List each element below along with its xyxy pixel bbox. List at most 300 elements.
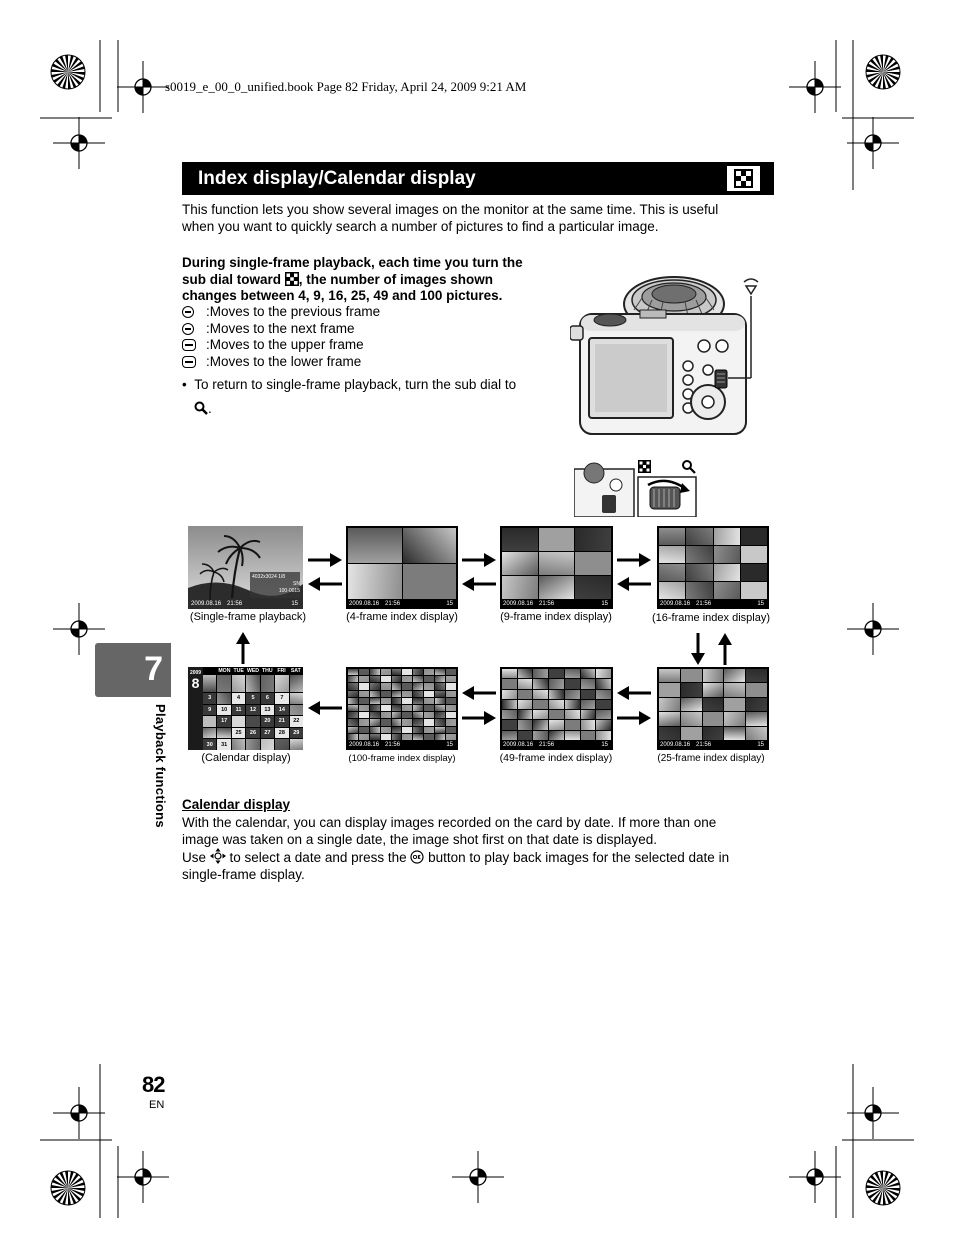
bullet: • <box>182 377 187 392</box>
calendar-date[interactable]: 14 <box>275 705 288 716</box>
note-text: To return to single-frame playback, turn the sub dial to <box>194 377 517 392</box>
text-part: Use <box>182 850 210 866</box>
sub-dial-detail <box>574 457 698 517</box>
thumbnail <box>581 720 596 729</box>
calendar-thumbnail[interactable] <box>246 675 259 692</box>
thumbnail <box>435 683 445 689</box>
thumbnail <box>348 676 358 682</box>
date: 2009.08.16 <box>349 601 380 607</box>
thumbnail <box>502 576 538 599</box>
thumbnail <box>359 719 369 725</box>
thumbnail <box>392 676 402 682</box>
thumbnail <box>518 669 533 678</box>
compression-value: 1/8 <box>278 574 286 580</box>
registration-mark-fill <box>815 1169 823 1177</box>
thumbnail <box>370 676 380 682</box>
calendar-thumbnail[interactable] <box>217 693 230 704</box>
thumbnail <box>581 710 596 719</box>
return-note <box>182 377 516 417</box>
wb-button-icon <box>182 323 194 335</box>
calendar-date[interactable]: 20 <box>261 716 274 727</box>
time: 21:56 <box>385 601 401 607</box>
weekday-label: WED <box>246 668 260 674</box>
control-text: :Moves to the upper frame <box>206 337 364 353</box>
control-list <box>182 304 380 370</box>
thumbnail <box>746 727 767 740</box>
calendar-thumbnail[interactable] <box>203 675 216 692</box>
thumbnail <box>359 705 369 711</box>
thumbnail <box>549 720 564 729</box>
thumbnail <box>549 731 564 740</box>
date: 2009.08.16 <box>349 742 380 748</box>
calendar-thumbnail[interactable] <box>290 705 303 716</box>
thumbnail <box>596 731 611 740</box>
thumbnail <box>533 669 548 678</box>
calendar-date[interactable]: 31 <box>217 739 230 750</box>
registration-mark-fill <box>79 1105 87 1113</box>
thumbnail <box>502 669 517 678</box>
calendar-thumbnail[interactable] <box>290 675 303 692</box>
thumbnail <box>435 698 445 704</box>
calendar-thumbnail[interactable] <box>203 716 216 727</box>
instruction-line: changes between 4, 9, 16, 25, 49 and 100 pictures. <box>182 288 503 304</box>
thumbnail <box>392 719 402 725</box>
thumbnail <box>575 552 611 575</box>
calendar-date[interactable]: 30 <box>203 739 216 750</box>
caption: (9-frame index display) <box>500 611 612 623</box>
info-strip <box>660 600 766 608</box>
thumbnail <box>413 698 423 704</box>
text-part: button to play back images for the selected date in <box>424 850 730 866</box>
thumbnail <box>446 669 456 675</box>
instruction-text: sub dial toward <box>182 271 285 287</box>
index-screen-4 <box>346 526 458 609</box>
time: 21:56 <box>696 742 712 748</box>
thumbnail <box>381 734 391 740</box>
thumbnail <box>741 546 767 563</box>
calendar-thumbnail[interactable] <box>246 716 259 727</box>
thumbnail <box>370 712 380 718</box>
date: 2009.08.16 <box>503 601 534 607</box>
thumbnail <box>446 691 456 697</box>
intro-line: This function lets you show several images on the monitor at the same time. This is useful <box>182 202 719 217</box>
thumbnail <box>359 727 369 733</box>
thumbnail <box>518 700 533 709</box>
calendar-date[interactable]: 21 <box>275 716 288 727</box>
thumbnail <box>703 683 724 696</box>
thumbnail <box>413 691 423 697</box>
thumbnail <box>581 669 596 678</box>
weekday-label: MON <box>218 668 231 674</box>
info-strip <box>191 600 300 608</box>
caption: (49-frame index display) <box>499 752 613 764</box>
calendar-date[interactable]: 28 <box>275 728 288 739</box>
thumbnail <box>359 683 369 689</box>
calendar-date[interactable]: 4 <box>232 693 245 704</box>
calendar-thumbnail[interactable] <box>246 739 259 750</box>
thumbnail <box>681 683 702 696</box>
thumbnail <box>746 669 767 682</box>
thumbnail <box>549 679 564 688</box>
registration-mark-fill <box>807 87 815 95</box>
thumbnail <box>392 705 402 711</box>
thumbnail <box>714 564 740 581</box>
calendar-thumbnail[interactable] <box>261 675 274 692</box>
af-button-icon <box>182 306 194 318</box>
sub-dial <box>715 370 727 388</box>
ok-button-icon <box>410 850 424 864</box>
info-strip <box>349 600 455 608</box>
chapter-number: 7 <box>144 650 163 688</box>
thumbnail <box>424 719 434 725</box>
thumbnail <box>686 528 712 545</box>
thumbnail <box>402 712 412 718</box>
thumbnail <box>413 683 423 689</box>
thumbnail <box>502 690 517 699</box>
page-language: EN <box>149 1099 165 1111</box>
thumbnail <box>435 676 445 682</box>
thumbnail <box>424 669 434 675</box>
arrow-left <box>617 685 651 701</box>
weekday-label: SAT <box>290 668 301 674</box>
calendar-date[interactable]: 9 <box>203 705 216 716</box>
thumbnail <box>533 710 548 719</box>
thumbnail <box>659 698 680 711</box>
thumbnail <box>424 683 434 689</box>
text-line <box>182 848 729 867</box>
thumbnail <box>681 727 702 740</box>
thumbnail-grid <box>659 528 767 599</box>
thumbnail-grid <box>348 669 456 740</box>
thumbnail <box>446 698 456 704</box>
thumbnail <box>565 720 580 729</box>
thumbnail <box>359 734 369 740</box>
thumbnail <box>370 691 380 697</box>
thumbnail <box>413 669 423 675</box>
text-line: With the calendar, you can display images recorded on the card by date. If more than one <box>182 815 717 830</box>
thumbnail <box>502 552 538 575</box>
thumbnail <box>659 683 680 696</box>
calendar-date[interactable]: 25 <box>232 728 245 739</box>
calendar-section-title: Calendar display <box>182 797 291 812</box>
photo <box>188 526 303 609</box>
calendar-thumbnail[interactable] <box>203 728 216 739</box>
thumbnail <box>502 679 517 688</box>
thumbnail <box>370 719 380 725</box>
registration-mark-fill <box>807 1177 815 1185</box>
thumbnail <box>581 679 596 688</box>
thumbnail <box>402 676 412 682</box>
registration-mark-fill <box>865 143 873 151</box>
time: 21:56 <box>539 742 555 748</box>
thumbnail <box>381 691 391 697</box>
thumbnail <box>686 582 712 599</box>
thumbnail <box>549 669 564 678</box>
calendar-date[interactable]: 3 <box>203 693 216 704</box>
registration-mark-fill <box>143 1169 151 1177</box>
calendar-thumbnail[interactable] <box>275 675 288 692</box>
thumbnail <box>741 582 767 599</box>
lcd-monitor <box>589 338 673 418</box>
thumbnail <box>518 720 533 729</box>
calendar-thumbnail[interactable] <box>232 739 245 750</box>
iso-button-icon <box>182 339 196 351</box>
thumbnail <box>596 679 611 688</box>
thumbnail <box>518 690 533 699</box>
section-title-bar <box>182 162 774 195</box>
registration-mark-fill <box>470 1177 478 1185</box>
control-text: :Moves to the previous frame <box>206 304 381 319</box>
frame-count: 15 <box>757 742 764 748</box>
thumbnail <box>659 582 685 599</box>
thumbnail <box>348 734 358 740</box>
calendar-date[interactable]: 27 <box>261 728 274 739</box>
caption: (Calendar display) <box>201 752 291 764</box>
registration-mark-fill <box>873 1105 881 1113</box>
arrow-pad-icon <box>210 848 226 864</box>
calendar-thumbnail[interactable] <box>261 739 274 750</box>
calendar-thumbnail[interactable] <box>290 739 303 750</box>
thumbnail <box>435 719 445 725</box>
thumbnail <box>724 683 745 696</box>
thumbnail <box>381 683 391 689</box>
thumbnail <box>703 669 724 682</box>
thumbnail <box>403 564 457 599</box>
arrow-left <box>308 700 342 716</box>
thumbnail <box>518 731 533 740</box>
thumbnail <box>403 528 457 563</box>
calendar-date[interactable]: 11 <box>232 705 245 716</box>
info-strip <box>660 741 766 749</box>
caption: (100-frame index display) <box>348 753 456 764</box>
instruction-paragraph <box>182 255 523 305</box>
note-line <box>182 377 516 394</box>
thumbnail <box>549 690 564 699</box>
calendar-month: 8 <box>191 675 200 691</box>
thumbnail <box>392 727 402 733</box>
registration-mark-fill <box>135 1177 143 1185</box>
control-row <box>182 321 380 338</box>
thumbnail <box>518 679 533 688</box>
calendar-thumbnail[interactable] <box>275 739 288 750</box>
thumbnail <box>596 690 611 699</box>
frame-count: 15 <box>601 742 608 748</box>
thumbnail <box>381 676 391 682</box>
registration-mark-fill <box>79 621 87 629</box>
thumbnail <box>539 576 575 599</box>
thumbnail <box>359 698 369 704</box>
registration-mark-fill <box>135 87 143 95</box>
file-number: 100-0015 <box>278 588 300 594</box>
registration-mark-fill <box>71 1113 79 1121</box>
note-end: . <box>208 400 212 416</box>
single-frame-screen <box>188 526 303 609</box>
control-text: :Moves to the next frame <box>206 320 355 336</box>
calendar-thumbnail[interactable] <box>232 675 245 692</box>
thumbnail <box>746 683 767 696</box>
arrow-left <box>308 576 342 592</box>
arrow-left <box>462 685 496 701</box>
thumbnail <box>714 528 740 545</box>
thumbnail <box>703 698 724 711</box>
calendar-date[interactable]: 7 <box>275 693 288 704</box>
calendar-section-text <box>182 815 729 883</box>
control-row <box>182 337 380 354</box>
magnify-icon <box>683 461 695 473</box>
thumbnail <box>714 582 740 599</box>
thumbnail <box>724 698 745 711</box>
arrow-right <box>462 552 496 568</box>
thumbnail <box>413 734 423 740</box>
thumbnail <box>435 669 445 675</box>
thumbnail <box>565 690 580 699</box>
thumbnail <box>413 727 423 733</box>
thumbnail <box>703 712 724 725</box>
calendar-thumbnail[interactable] <box>217 675 230 692</box>
calendar-screen <box>188 667 303 750</box>
control-text: :Moves to the lower frame <box>206 353 362 369</box>
thumbnail <box>565 731 580 740</box>
thumbnail <box>392 669 402 675</box>
thumbnail <box>392 683 402 689</box>
frame-count: 15 <box>757 601 764 607</box>
frame-count: 15 <box>446 742 453 748</box>
thumbnail <box>446 705 456 711</box>
calendar-date[interactable]: 13 <box>261 705 274 716</box>
calendar-date[interactable]: 6 <box>261 693 274 704</box>
time: 21:56 <box>227 601 243 607</box>
thumbnail <box>402 719 412 725</box>
thumbnail <box>724 712 745 725</box>
thumbnail <box>424 698 434 704</box>
date: 2009.08.16 <box>191 601 222 607</box>
thumbnail <box>565 710 580 719</box>
thumbnail <box>502 720 517 729</box>
arrow-right <box>617 710 651 726</box>
registration-mark-fill <box>79 135 87 143</box>
calendar-date[interactable]: 12 <box>246 705 259 716</box>
registration-mark-fill <box>71 143 79 151</box>
thumbnail <box>402 734 412 740</box>
delete-button-icon <box>182 356 196 368</box>
thumbnail <box>370 683 380 689</box>
thumbnail <box>581 690 596 699</box>
thumbnail <box>424 676 434 682</box>
thumbnail <box>681 698 702 711</box>
thumbnail <box>381 705 391 711</box>
thumbnail <box>381 669 391 675</box>
section-title: Index display/Calendar display <box>198 168 476 189</box>
info-strip <box>503 600 610 608</box>
thumbnail <box>381 719 391 725</box>
calendar-thumbnail[interactable] <box>290 693 303 704</box>
registration-mark-fill <box>143 79 151 87</box>
thumbnail <box>714 546 740 563</box>
registration-mark-fill <box>865 629 873 637</box>
caption: (Single-frame playback) <box>189 611 307 623</box>
date: 2009.08.16 <box>660 742 691 748</box>
image-size-value: 4032x3024 <box>252 574 277 580</box>
calendar-year: 2009 <box>189 670 202 676</box>
calendar-weekday-header <box>203 667 303 675</box>
thumbnail <box>348 564 402 599</box>
caption: (25-frame index display) <box>657 753 765 764</box>
thumbnail <box>446 683 456 689</box>
thumbnail <box>533 720 548 729</box>
caption: (16-frame index display) <box>652 612 770 624</box>
thumbnail <box>381 727 391 733</box>
thumbnail <box>446 719 456 725</box>
index-screen-100 <box>346 667 458 750</box>
thumbnail <box>402 705 412 711</box>
thumbnail <box>435 734 445 740</box>
calendar-date[interactable]: 17 <box>217 716 230 727</box>
thumbnail <box>370 705 380 711</box>
intro-line: when you want to quickly search a number of pictures to find a particular image. <box>182 218 659 234</box>
quality: SN <box>293 581 300 587</box>
calendar-date[interactable]: 5 <box>246 693 259 704</box>
arrow-right <box>308 552 342 568</box>
thumbnail <box>446 727 456 733</box>
thumbnail <box>370 669 380 675</box>
text-line: image was taken on a single date, the image shot first on that date is displayed. <box>182 831 658 847</box>
calendar-date[interactable]: 29 <box>290 728 303 739</box>
arrow-up <box>235 632 251 664</box>
thumbnail-grid <box>502 528 611 599</box>
thumbnail <box>686 546 712 563</box>
thumbnail <box>370 734 380 740</box>
thumbnail <box>533 731 548 740</box>
calendar-month-panel <box>188 667 203 750</box>
control-row <box>182 354 380 371</box>
index-grid-icon <box>285 272 299 286</box>
registration-mark-fill <box>815 79 823 87</box>
thumbnail <box>359 669 369 675</box>
calendar-thumbnail[interactable] <box>217 728 230 739</box>
thumbnail <box>502 528 538 551</box>
thumbnail <box>446 676 456 682</box>
instruction-line <box>182 272 523 289</box>
thumbnail <box>746 698 767 711</box>
calendar-thumbnail[interactable] <box>232 716 245 727</box>
calendar-date[interactable]: 10 <box>217 705 230 716</box>
thumbnail <box>392 712 402 718</box>
registration-mark-fill <box>478 1169 486 1177</box>
thumbnail <box>370 727 380 733</box>
thumbnail <box>575 576 611 599</box>
thumbnail <box>533 700 548 709</box>
calendar-date[interactable]: 26 <box>246 728 259 739</box>
thumbnail <box>435 691 445 697</box>
info-strip <box>503 741 610 749</box>
frame-count: 15 <box>446 601 453 607</box>
thumbnail-grid <box>348 528 456 599</box>
thumbnail <box>446 734 456 740</box>
thumbnail <box>724 669 745 682</box>
image-size <box>252 574 300 581</box>
print-header-note: s0019_e_00_0_unified.book Page 82 Friday, April 24, 2009 9:21 AM <box>165 79 527 94</box>
thumbnail <box>565 669 580 678</box>
note-line <box>182 401 516 418</box>
thumbnail <box>596 700 611 709</box>
index-screen-16 <box>657 526 769 609</box>
thumbnail <box>348 719 358 725</box>
arrow-down <box>690 633 706 665</box>
thumbnail <box>348 528 402 563</box>
thumbnail <box>413 705 423 711</box>
index-screen-49 <box>500 667 613 750</box>
calendar-date[interactable]: 22 <box>290 716 303 727</box>
